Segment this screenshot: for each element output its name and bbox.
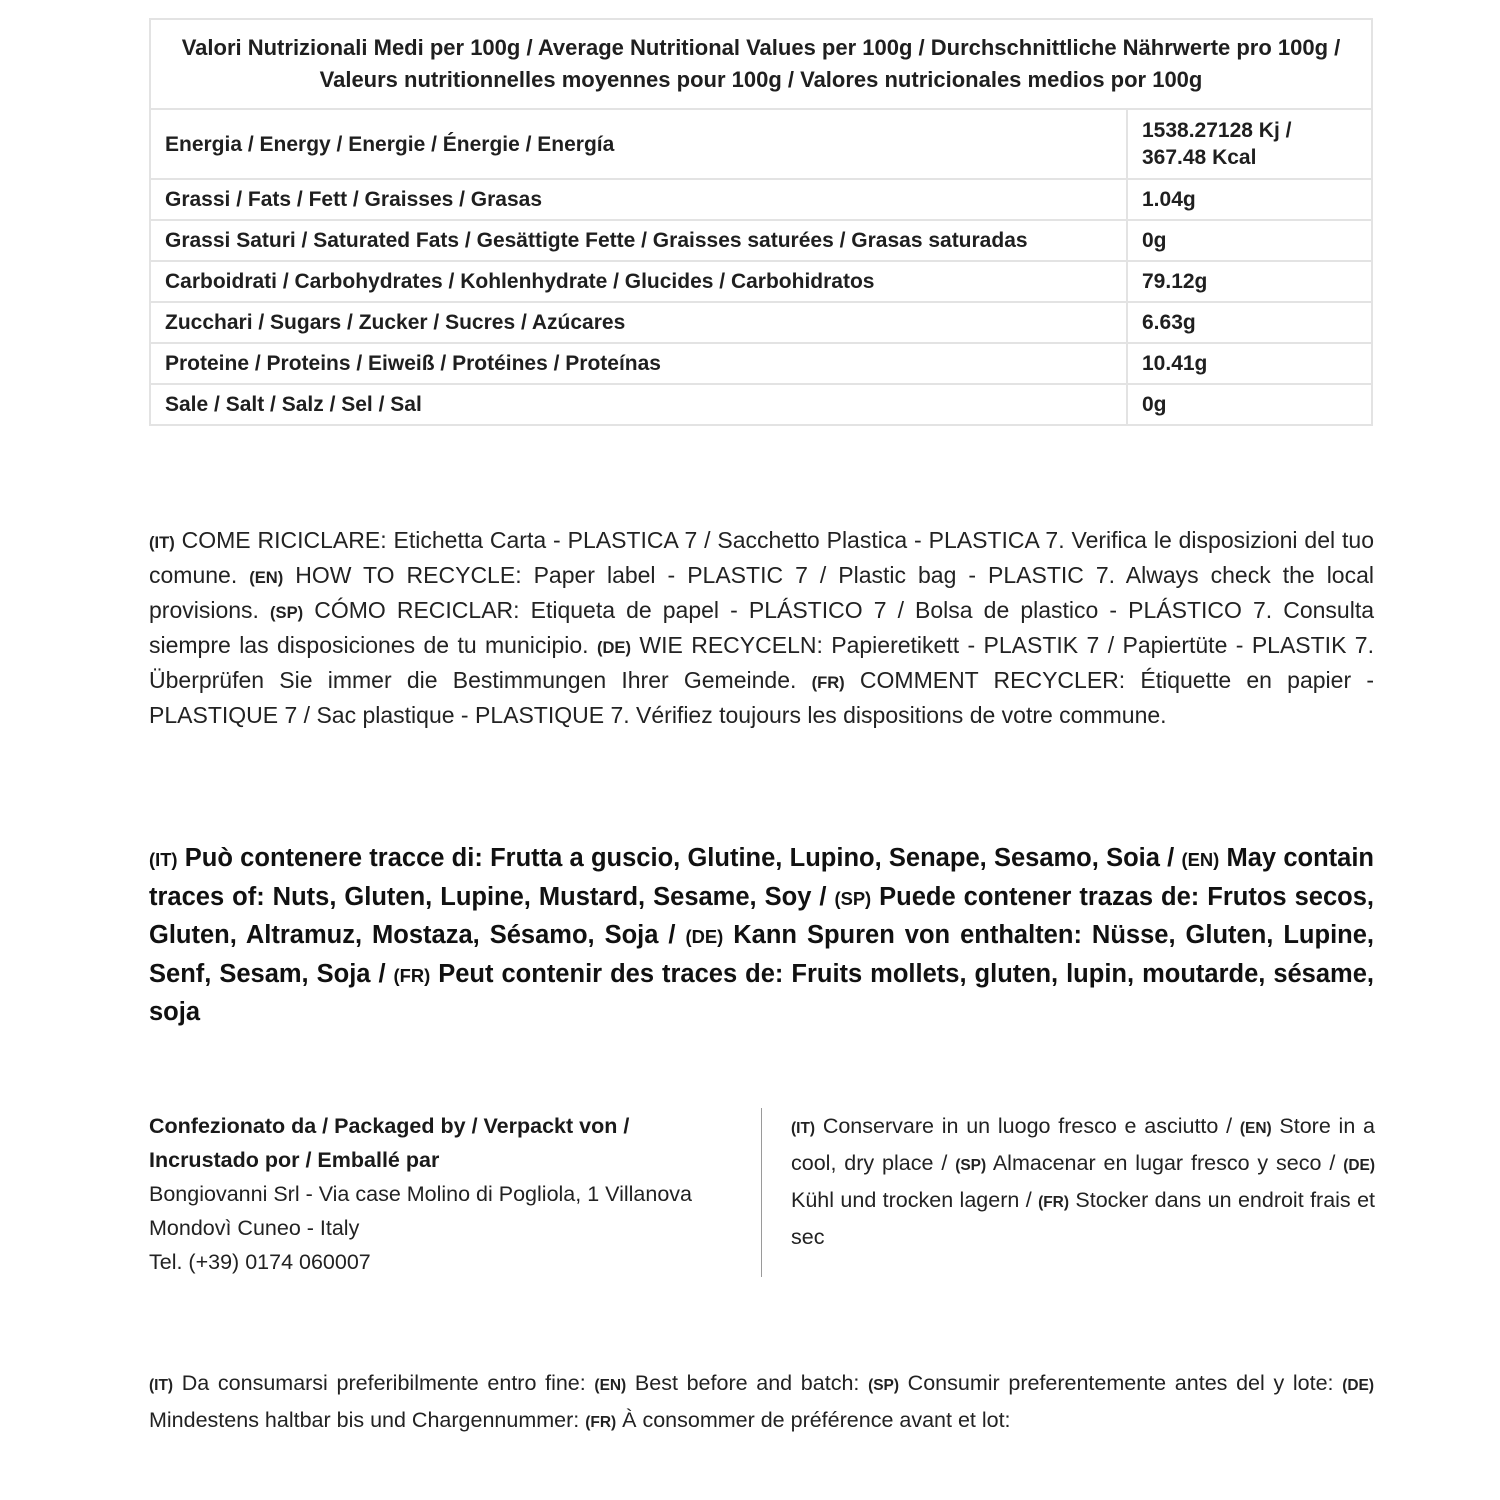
nutrition-table: [149, 18, 1373, 426]
lang-code-de: (DE): [685, 926, 724, 948]
traces-text-en: May contain traces of: Nuts, Gluten, Lupine, Mustard, Sesame, Soy /: [149, 844, 1374, 911]
column-divider: [761, 1108, 762, 1277]
lang-code-de: (DE): [1342, 1377, 1375, 1394]
storage-text-en: Store in a cool, dry place /: [791, 1114, 1375, 1175]
lang-code-sp: (SP): [955, 1157, 987, 1174]
nutrient-value: 79.12g: [1127, 261, 1372, 302]
nutrient-label: Energia / Energy / Energie / Énergie / Energía: [150, 109, 1127, 179]
lang-code-en: (EN): [594, 1377, 627, 1394]
traces-text-it: Può contenere tracce di: Frutta a guscio, Glutine, Lupino, Senape, Sesamo, Soia /: [177, 844, 1182, 872]
energy-kcal-value: 367.48 Kcal: [1142, 146, 1257, 169]
recycling-text-it: COME RICICLARE: Etichetta Carta - PLASTICA 7 / Sacchetto Plastica - PLASTICA 7. Verifica le disposizioni del tuo comune.: [149, 527, 1374, 588]
traces-text-sp: Puede contener trazas de: Frutos secos, Gluten, Altramuz, Mostaza, Sésamo, Soja /: [149, 882, 1374, 950]
nutrition-row-energy: [150, 109, 1372, 179]
nutrient-label: Grassi Saturi / Saturated Fats / Gesättigte Fette / Graisses saturées / Grasas saturadas: [150, 220, 1127, 261]
lang-code-de: (DE): [1343, 1157, 1376, 1174]
recycling-text-de: WIE RECYCELN: Papieretikett - PLASTIK 7 / Papiertüte - PLASTIK 7. Überprüfen Sie immer die Bestimmungen Ihrer Gemeinde.: [149, 632, 1374, 693]
lang-code-sp: (SP): [834, 887, 872, 909]
nutrient-label: Carboidrati / Carbohydrates / Kohlenhydrate / Glucides / Carbohidratos: [150, 261, 1127, 302]
nutrition-row-salt: [150, 384, 1372, 425]
packager-label: Confezionato da / Packaged by / Verpackt von /: [149, 1114, 630, 1138]
lang-code-it: (IT): [149, 849, 178, 870]
lang-code-sp: (SP): [270, 603, 304, 622]
nutrition-table-header: Valori Nutrizionali Medi per 100g / Average Nutritional Values per 100g / Durchschnittliche Nährwerte pro 100g / Valeurs nutritionnelles moyennes pour 100g / Valores nutricionales medios por 100g: [150, 19, 1372, 109]
recycling-text-en: HOW TO RECYCLE: Paper label - PLASTIC 7 / Plastic bag - PLASTIC 7. Always check the local provisions.: [149, 562, 1374, 623]
lang-code-it: (IT): [791, 1120, 816, 1137]
nutrient-value: [1127, 109, 1372, 179]
nutrition-row-saturated-fats: [150, 220, 1372, 261]
recycling-instructions: [149, 524, 1374, 732]
allergen-traces: [149, 840, 1374, 1031]
lang-code-fr: (FR): [585, 1414, 617, 1431]
nutrient-label: Proteine / Proteins / Eiweiß / Protéines / Proteínas: [150, 343, 1127, 384]
energy-kj-value: 1538.27128 Kj /: [1142, 119, 1292, 142]
best-before-text-fr: À consommer de préférence avant et lot:: [616, 1408, 1011, 1432]
best-before-text-en: Best before and batch:: [626, 1371, 869, 1395]
nutrition-row-carbohydrates: [150, 261, 1372, 302]
storage-text-fr: Stocker dans un endroit frais et sec: [791, 1188, 1375, 1249]
best-before-text-it: Da consumarsi preferibilmente entro fine:: [173, 1371, 595, 1395]
nutrient-label: Zucchari / Sugars / Zucker / Sucres / Azúcares: [150, 302, 1127, 343]
packager-address: Bongiovanni Srl - Via case Molino di Pogliola, 1 Villanova: [149, 1182, 693, 1206]
packager-label-continued: Incrustado por / Emballé par: [149, 1148, 440, 1172]
lang-code-en: (EN): [1181, 849, 1220, 870]
storage-text-it: Conservare in un luogo fresco e asciutto /: [815, 1114, 1240, 1138]
packager-address-city: Mondovì Cuneo - Italy: [149, 1216, 360, 1240]
lang-code-fr: (FR): [1038, 1194, 1069, 1211]
packager-info: [149, 1109, 729, 1279]
nutrient-value: 0g: [1127, 384, 1372, 425]
nutrient-value: 1.04g: [1127, 179, 1372, 220]
nutrient-value: 10.41g: [1127, 343, 1372, 384]
storage-text-sp: Almacenar en lugar fresco y seco /: [986, 1151, 1344, 1175]
lang-code-sp: (SP): [868, 1377, 899, 1394]
lang-code-it: (IT): [149, 1377, 174, 1394]
lang-code-it: (IT): [149, 533, 175, 552]
packager-phone: Tel. (+39) 0174 060007: [149, 1250, 371, 1274]
best-before-text-sp: Consumir preferentemente antes del y lote:: [899, 1371, 1343, 1395]
recycling-text-fr: COMMENT RECYCLER: Étiquette en papier - PLASTIQUE 7 / Sac plastique - PLASTIQUE 7. Vérifiez toujours les dispositions de votre commune.: [149, 667, 1374, 728]
nutrient-label: Sale / Salt / Salz / Sel / Sal: [150, 384, 1127, 425]
lang-code-en: (EN): [1239, 1120, 1272, 1137]
lang-code-de: (DE): [596, 638, 631, 657]
best-before-notice: [149, 1366, 1374, 1440]
nutrition-row-fats: [150, 179, 1372, 220]
nutrition-row-proteins: [150, 343, 1372, 384]
traces-text-fr: Peut contenir des traces de: Fruits mollets, gluten, lupin, moutarde, sésame, soja: [149, 959, 1374, 1027]
nutrient-value: 6.63g: [1127, 302, 1372, 343]
lang-code-fr: (FR): [811, 673, 845, 692]
lang-code-en: (EN): [249, 568, 284, 587]
storage-instructions: [791, 1109, 1375, 1254]
storage-text-de: Kühl und trocken lagern /: [791, 1188, 1039, 1212]
nutrition-row-sugars: [150, 302, 1372, 343]
nutrient-value: 0g: [1127, 220, 1372, 261]
recycling-text-sp: CÓMO RECICLAR: Etiqueta de papel - PLÁSTICO 7 / Bolsa de plastico - PLÁSTICO 7. Consulta siempre las disposiciones de tu municipio.: [149, 597, 1375, 658]
traces-text-de: Kann Spuren von enthalten: Nüsse, Gluten, Lupine, Senf, Sesam, Soja /: [149, 921, 1375, 988]
best-before-text-de: Mindestens haltbar bis und Chargennummer:: [149, 1408, 586, 1432]
lang-code-fr: (FR): [393, 964, 431, 986]
nutrient-label: Grassi / Fats / Fett / Graisses / Grasas: [150, 179, 1127, 220]
